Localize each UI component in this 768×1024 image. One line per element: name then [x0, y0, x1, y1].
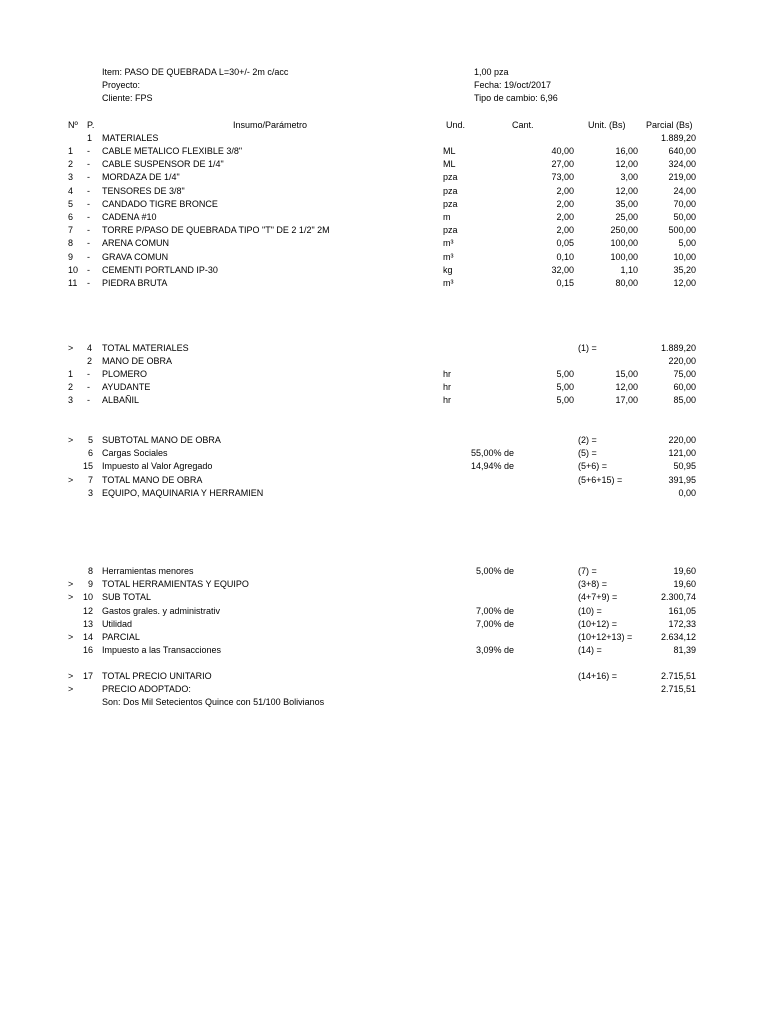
col-unit: Unit. (Bs) — [588, 120, 626, 130]
mano-obra-total: 220,00 — [668, 356, 696, 366]
row-unit-price: 12,00 — [615, 382, 638, 393]
summary-label: Gastos grales. y administrativ — [102, 605, 221, 616]
summary-code: 16 — [82, 645, 93, 656]
summary-reference: (10) = — [578, 605, 602, 616]
row-unit: m³ — [443, 278, 454, 288]
row-number: 2 — [68, 159, 74, 170]
row-unit: pza — [443, 225, 458, 236]
summary-value: 2.715,51 — [660, 671, 696, 681]
total-materiales-marker: > — [68, 343, 74, 353]
row-unit-price: 12,00 — [615, 159, 638, 170]
summary-marker: > — [68, 684, 74, 695]
mano-obra-title: MANO DE OBRA — [102, 356, 173, 366]
summary-label: TOTAL MANO DE OBRA — [102, 474, 203, 485]
row-partial: 324,00 — [668, 159, 696, 170]
row-unit: pza — [443, 185, 458, 196]
client-label: Cliente: FPS — [102, 93, 153, 103]
summary-value: 2.634,12 — [660, 632, 696, 642]
row-quantity: 40,00 — [551, 146, 574, 156]
total-materiales-p: 4 — [87, 343, 93, 353]
row-unit: pza — [443, 172, 458, 183]
row-partial: 75,00 — [673, 369, 696, 379]
row-marker: - — [87, 382, 90, 393]
row-quantity: 5,00 — [556, 369, 574, 379]
row-unit-price: 80,00 — [615, 278, 638, 288]
row-quantity: 32,00 — [551, 264, 574, 275]
materiales-title: MATERIALES — [102, 133, 159, 143]
summary-reference: (10+12) = — [578, 618, 618, 629]
row-marker: - — [87, 225, 90, 236]
row-unit: kg — [443, 264, 453, 275]
row-unit-price: 250,00 — [610, 225, 638, 236]
row-description: CABLE SUSPENSOR DE 1/4" — [102, 159, 224, 170]
row-unit-price: 16,00 — [615, 146, 638, 156]
row-number: 9 — [68, 251, 74, 262]
summary-value: 121,00 — [668, 448, 696, 459]
summary-code: 9 — [87, 579, 93, 590]
project-label: Proyecto: — [102, 80, 141, 90]
total-materiales-value: 1.889,20 — [660, 343, 696, 353]
row-partial: 5,00 — [678, 238, 696, 249]
summary-code: 13 — [82, 618, 93, 629]
summary-code: 12 — [82, 605, 93, 616]
row-partial: 24,00 — [673, 185, 696, 196]
summary-reference: (2) = — [578, 435, 597, 445]
row-unit-price: 35,00 — [615, 198, 638, 209]
row-partial: 500,00 — [668, 225, 696, 236]
summary-label: Utilidad — [102, 618, 133, 629]
row-marker: - — [87, 159, 90, 170]
amount-in-words: Son: Dos Mil Setecientos Quince con 51/100 Bolivianos — [102, 697, 325, 707]
summary-percentage: 55,00% de — [470, 448, 514, 459]
row-quantity: 2,00 — [556, 198, 574, 209]
summary-code: 8 — [87, 566, 93, 576]
row-unit: ML — [443, 159, 456, 170]
row-partial: 12,00 — [673, 278, 696, 288]
summary-label: SUB TOTAL — [102, 592, 152, 603]
row-description: AYUDANTE — [102, 382, 151, 393]
summary-reference: (5+6) = — [578, 461, 608, 472]
row-marker: - — [87, 238, 90, 249]
summary-code: 10 — [82, 592, 93, 603]
row-quantity: 2,00 — [556, 225, 574, 236]
row-marker: - — [87, 278, 90, 288]
total-materiales-label: TOTAL MATERIALES — [102, 343, 189, 353]
summary-value: 0,00 — [678, 487, 696, 498]
row-description: GRAVA COMUN — [102, 251, 169, 262]
row-quantity: 0,15 — [556, 278, 574, 288]
col-cant: Cant. — [512, 120, 534, 130]
summary-label: Impuesto al Valor Agregado — [102, 461, 213, 472]
summary-value: 81,39 — [673, 645, 696, 656]
summary-marker: > — [68, 632, 74, 642]
summary-percentage: 5,00% de — [475, 566, 514, 576]
summary-value: 220,00 — [668, 435, 696, 445]
row-marker: - — [87, 172, 90, 183]
summary-reference: (14) = — [578, 645, 602, 656]
row-number: 11 — [68, 278, 78, 288]
row-description: ARENA COMUN — [102, 238, 170, 249]
summary-code: 6 — [87, 448, 93, 459]
row-description: ALBAÑIL — [102, 395, 140, 406]
row-partial: 50,00 — [673, 212, 696, 222]
row-marker: - — [87, 251, 90, 262]
col-und: Und. — [446, 120, 466, 130]
summary-reference: (7) = — [578, 566, 597, 576]
row-partial: 85,00 — [673, 395, 696, 406]
summary-value: 172,33 — [668, 618, 696, 629]
summary-marker: > — [68, 474, 74, 485]
row-unit: hr — [443, 369, 452, 379]
summary-code: 5 — [87, 435, 93, 445]
summary-marker: > — [68, 592, 74, 603]
summary-label: SUBTOTAL MANO DE OBRA — [102, 435, 221, 445]
row-partial: 640,00 — [668, 146, 696, 156]
col-insumo: Insumo/Parámetro — [232, 120, 308, 130]
quantity-label: 1,00 pza — [474, 67, 509, 77]
row-unit-price: 12,00 — [615, 185, 638, 196]
row-unit: hr — [443, 382, 452, 393]
item-title: Item: PASO DE QUEBRADA L=30+/- 2m c/acc — [102, 67, 289, 77]
row-marker: - — [87, 395, 90, 406]
row-number: 8 — [68, 238, 74, 249]
summary-marker: > — [68, 579, 74, 590]
summary-value: 19,60 — [673, 579, 696, 590]
row-quantity: 5,00 — [556, 382, 574, 393]
summary-label: PARCIAL — [102, 632, 140, 642]
row-number: 10 — [68, 264, 79, 275]
row-unit: ML — [443, 146, 456, 156]
summary-marker: > — [68, 671, 74, 681]
row-marker: - — [87, 146, 90, 156]
row-marker: - — [87, 212, 90, 222]
summary-reference: (10+12+13) = — [578, 632, 633, 642]
row-unit-price: 25,00 — [615, 212, 638, 222]
summary-label: EQUIPO, MAQUINARIA Y HERRAMIEN — [102, 487, 264, 498]
row-marker: - — [87, 185, 90, 196]
summary-value: 161,05 — [668, 605, 696, 616]
summary-label: TOTAL PRECIO UNITARIO — [102, 671, 212, 681]
row-partial: 60,00 — [673, 382, 696, 393]
row-number: 4 — [68, 185, 74, 196]
summary-value: 391,95 — [668, 474, 696, 485]
materiales-total: 1.889,20 — [660, 133, 696, 143]
row-quantity: 2,00 — [556, 185, 574, 196]
row-unit: hr — [443, 395, 452, 406]
summary-label: Impuesto a las Transacciones — [102, 645, 222, 656]
summary-reference: (5) = — [578, 448, 597, 459]
summary-percentage: 3,09% de — [475, 645, 514, 656]
row-number: 3 — [68, 395, 74, 406]
summary-code: 17 — [82, 671, 93, 681]
summary-marker: > — [68, 435, 74, 445]
col-p: P. — [87, 120, 95, 130]
row-quantity: 0,10 — [556, 251, 574, 262]
row-unit-price: 17,00 — [615, 395, 638, 406]
total-materiales-ref: (1) = — [578, 343, 597, 353]
mano-obra-p: 2 — [87, 356, 93, 366]
materiales-p: 1 — [87, 133, 93, 143]
row-unit-price: 100,00 — [610, 251, 638, 262]
row-description: TENSORES DE 3/8" — [102, 185, 185, 196]
row-quantity: 5,00 — [556, 395, 574, 406]
summary-code: 7 — [87, 474, 93, 485]
col-no: Nº — [68, 120, 78, 130]
summary-reference: (14+16) = — [578, 671, 618, 681]
row-unit: m³ — [443, 251, 454, 262]
summary-percentage: 7,00% de — [475, 605, 514, 616]
row-description: PLOMERO — [102, 369, 148, 379]
col-parcial: Parcial (Bs) — [646, 120, 693, 130]
summary-value: 2.300,74 — [660, 592, 696, 603]
row-unit-price: 1,10 — [620, 264, 638, 275]
row-partial: 10,00 — [673, 251, 696, 262]
summary-label: Cargas Sociales — [102, 448, 168, 459]
row-marker: - — [87, 198, 90, 209]
row-number: 7 — [68, 225, 74, 236]
summary-code: 14 — [82, 632, 93, 642]
exchange-rate-label: Tipo de cambio: 6,96 — [474, 93, 558, 103]
row-quantity: 27,00 — [551, 159, 574, 170]
row-description: PIEDRA BRUTA — [102, 278, 168, 288]
date-label: Fecha: 19/oct/2017 — [474, 80, 552, 90]
row-partial: 35,20 — [673, 264, 696, 275]
row-unit-price: 3,00 — [620, 172, 638, 183]
row-quantity: 2,00 — [556, 212, 574, 222]
row-number: 1 — [68, 146, 74, 156]
row-number: 1 — [68, 369, 74, 379]
row-partial: 219,00 — [668, 172, 696, 183]
row-number: 3 — [68, 172, 74, 183]
summary-reference: (4+7+9) = — [578, 592, 618, 603]
row-description: MORDAZA DE 1/4" — [102, 172, 180, 183]
summary-value: 2.715,51 — [660, 684, 696, 695]
row-description: CADENA #10 — [102, 212, 157, 222]
summary-code: 3 — [87, 487, 93, 498]
row-unit: m³ — [443, 238, 454, 249]
row-number: 2 — [68, 382, 74, 393]
row-marker: - — [87, 264, 90, 275]
summary-label: PRECIO ADOPTADO: — [102, 684, 191, 695]
summary-percentage: 7,00% de — [475, 618, 514, 629]
row-description: TORRE P/PASO DE QUEBRADA TIPO "T" DE 2 1/2" 2M — [102, 225, 330, 236]
row-description: CABLE METALICO FLEXIBLE 3/8" — [102, 146, 243, 156]
row-unit-price: 15,00 — [615, 369, 638, 379]
summary-label: Herramientas menores — [102, 566, 194, 576]
summary-value: 50,95 — [673, 461, 696, 472]
row-unit-price: 100,00 — [610, 238, 638, 249]
row-number: 5 — [68, 198, 74, 209]
summary-label: TOTAL HERRAMIENTAS Y EQUIPO — [102, 579, 249, 590]
row-description: CEMENTI PORTLAND IP-30 — [102, 264, 218, 275]
summary-reference: (3+8) = — [578, 579, 608, 590]
row-quantity: 0,05 — [556, 238, 574, 249]
summary-code: 15 — [82, 461, 93, 472]
row-partial: 70,00 — [673, 198, 696, 209]
summary-value: 19,60 — [673, 566, 696, 576]
row-unit: pza — [443, 198, 458, 209]
row-marker: - — [87, 369, 90, 379]
row-unit: m — [443, 212, 451, 222]
row-number: 6 — [68, 212, 74, 222]
summary-percentage: 14,94% de — [470, 461, 514, 472]
summary-reference: (5+6+15) = — [578, 474, 623, 485]
row-quantity: 73,00 — [551, 172, 574, 183]
row-description: CANDADO TIGRE BRONCE — [102, 198, 218, 209]
